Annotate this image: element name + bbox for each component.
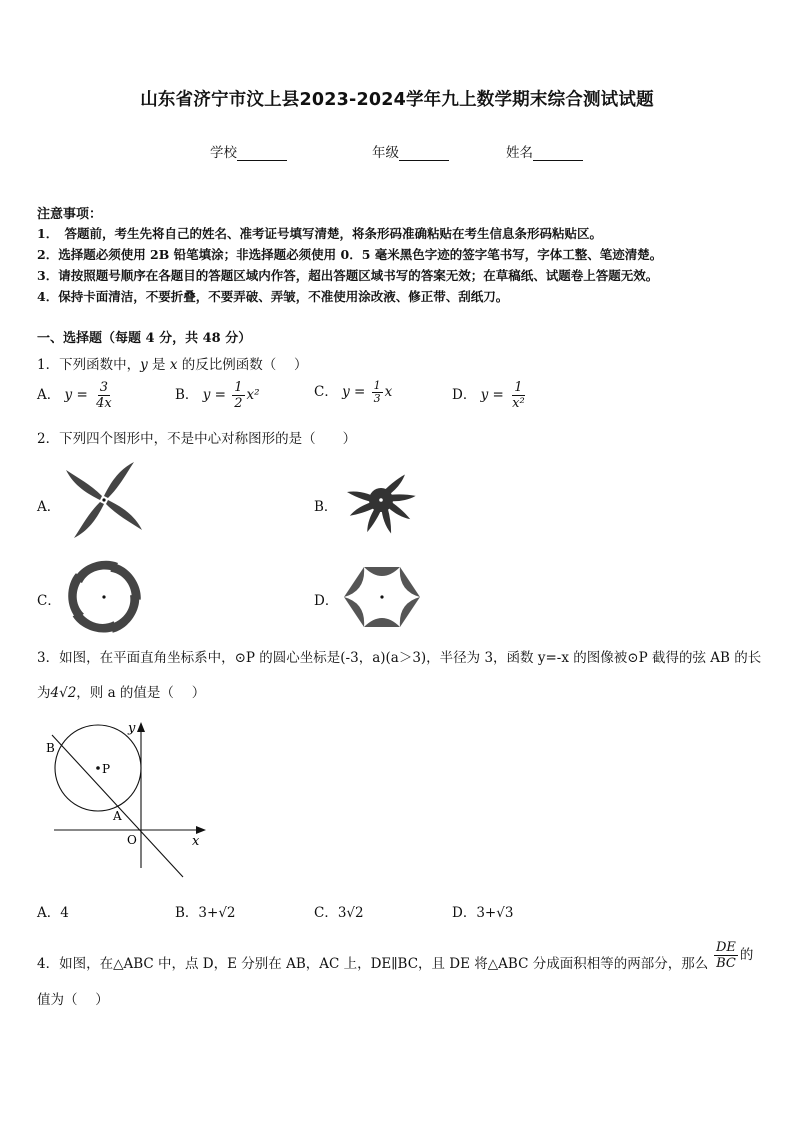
note-item: 4．保持卡面清洁，不要折叠，不要弄破、弄皱，不准使用涂改液、修正带、刮纸刀。 — [37, 289, 509, 304]
de-over-bc-fraction — [714, 940, 738, 971]
q1-stem-text: 的反比例函数（ ） — [177, 357, 308, 373]
section-heading: 一、选择题（每题 4 分，共 48 分） — [37, 331, 252, 346]
option-tail: x² — [246, 387, 260, 403]
fraction-numerator: 1 — [234, 380, 243, 395]
option-lhs: y = — [342, 384, 366, 400]
q3-stem-line2 — [37, 681, 205, 701]
fraction-denominator: 2 — [234, 396, 243, 411]
line-y-neg-x — [52, 735, 183, 877]
page-title: 山东省济宁市汶上县2023-2024学年九上数学期末综合测试试题 — [140, 90, 654, 110]
option-value: 3√2 — [337, 905, 364, 921]
label-y: y — [128, 721, 136, 736]
option-label: D． — [452, 905, 477, 921]
option-value: 3+√2 — [198, 905, 236, 921]
q4-fraction — [712, 940, 753, 971]
note-item: 2．选择题必须使用 2B 铅笔填涂；非选择题必须使用 0．5 毫米黑色字迹的签字笔书写，字体工整、笔迹清楚。 — [37, 247, 663, 262]
circle-coordinate-figure — [40, 718, 220, 883]
fraction-numerator: 1 — [373, 379, 381, 392]
q1-option-c[interactable] — [314, 380, 392, 405]
q2-option-b-label[interactable]: B． — [314, 499, 338, 515]
option-fraction — [232, 380, 244, 411]
option-label: A． — [37, 905, 61, 921]
option-fraction — [94, 380, 114, 411]
y-axis-arrow-icon — [137, 722, 145, 732]
q2-option-d-label[interactable]: D． — [314, 593, 339, 609]
q4-stem-text: 的 — [739, 947, 754, 963]
q1-var-x: x — [169, 357, 178, 373]
option-label: C． — [314, 905, 338, 921]
q1-stem — [37, 353, 308, 373]
q1-stem-text: 1．下列函数中， — [37, 357, 141, 373]
option-value: 4 — [60, 905, 69, 921]
school-label: 学校 — [210, 145, 237, 161]
q3-stem-text: 为 — [37, 685, 51, 701]
fraction-denominator: 3 — [373, 392, 381, 405]
q4-stem-line2: 值为（ ） — [37, 992, 109, 1008]
q3-option-d[interactable] — [452, 901, 513, 921]
option-lhs: y = — [64, 387, 88, 403]
notes-heading: 注意事项： — [37, 207, 103, 222]
name-blank[interactable] — [533, 146, 583, 161]
q3-option-b[interactable] — [175, 901, 236, 921]
q1-var-y: y — [140, 357, 148, 373]
name-field[interactable] — [506, 141, 583, 161]
q1-stem-text: 是 — [147, 357, 170, 373]
label-x: x — [192, 834, 200, 849]
q1-option-d[interactable] — [452, 380, 529, 411]
option-lhs: y = — [480, 387, 504, 403]
q3-stem-text: ，则 a 的值是（ ） — [76, 685, 206, 701]
grade-label: 年级 — [372, 145, 399, 161]
q3-option-c[interactable] — [314, 901, 364, 921]
label-b: B — [46, 741, 55, 755]
q3-stem-line1: 3．如图，在平面直角坐标系中，⊙P 的圆心坐标是(-3，a)(a＞3)，半径为 3，函数 y=-x 的图像被⊙P 截得的弦 AB 的长 — [37, 650, 762, 666]
q2-stem: 2．下列四个图形中，不是中心对称图形的是（ ） — [37, 431, 357, 447]
label-p: P — [102, 762, 111, 776]
option-label: A． — [37, 387, 61, 403]
option-lhs: y = — [202, 387, 226, 403]
option-label: C． — [314, 384, 338, 400]
grade-field[interactable] — [372, 141, 449, 161]
q2-option-c-label[interactable]: C． — [37, 593, 61, 609]
fraction-denominator: x² — [512, 396, 525, 411]
fraction-denominator: 4x — [96, 396, 112, 411]
fraction-numerator: 3 — [99, 380, 109, 395]
q3-chord-length: 4√2 — [50, 685, 77, 701]
fraction-denominator: BC — [716, 956, 736, 971]
option-fraction — [372, 380, 383, 405]
school-field[interactable] — [210, 141, 287, 161]
label-o: O — [127, 833, 137, 847]
option-value: 3+√3 — [476, 905, 514, 921]
x-axis-arrow-icon — [196, 826, 206, 834]
q1-option-a[interactable] — [37, 380, 116, 411]
option-fraction — [510, 380, 527, 411]
note-item: 3．请按照题号顺序在各题目的答题区域内作答，超出答题区域书写的答案无效；在草稿纸、试题卷上答题无效。 — [37, 268, 659, 283]
q1-option-b[interactable] — [175, 380, 260, 411]
pinwheel-four-blades-icon[interactable] — [64, 460, 144, 540]
option-label: B． — [175, 905, 199, 921]
note-item: 1． 答题前，考生先将自己的姓名、准考证号填写清楚，将条形码准确粘贴在考生信息条形码粘贴区。 — [37, 226, 602, 241]
option-label: D． — [452, 387, 477, 403]
option-tail: x — [384, 384, 393, 400]
option-label: B． — [175, 387, 199, 403]
school-blank[interactable] — [237, 146, 287, 161]
center-point — [96, 766, 100, 770]
name-label: 姓名 — [506, 145, 533, 161]
q2-option-a-label[interactable]: A． — [37, 499, 61, 515]
ring-segments-icon[interactable] — [64, 557, 144, 637]
q4-stem-line1 — [37, 952, 708, 972]
q4-stem-text: 4．如图，在△ABC 中，点 D，E 分别在 AB，AC 上，DE∥BC，且 DE 将△ABC 分成面积相等的两部分，那么 — [37, 956, 709, 972]
grade-blank[interactable] — [399, 146, 449, 161]
label-a: A — [113, 809, 122, 823]
fan-blades-icon[interactable] — [340, 467, 422, 533]
hexagon-arcs-icon[interactable] — [342, 564, 422, 630]
fraction-numerator: 1 — [514, 380, 523, 395]
fraction-numerator: DE — [716, 940, 736, 955]
q3-option-a[interactable] — [37, 901, 69, 921]
